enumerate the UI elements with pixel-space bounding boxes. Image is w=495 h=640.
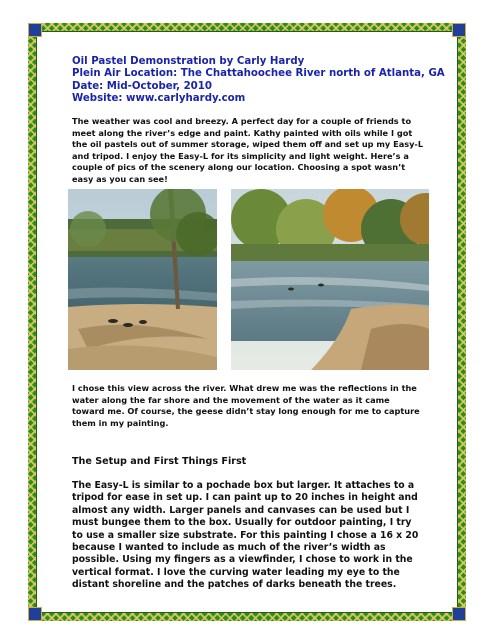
corner-ornament-icon <box>452 23 466 37</box>
article-title: Oil Pastel Demonstration by Carly Hardy <box>72 56 305 67</box>
section-body: The Easy-L is similar to a pochade box but larger. It attaches to a tripod for ease in set up. I can paint up to 20 inches in height and almost any width. Larger panels and canvases can be used but I must bungee them to the box. Usually for outdoor painting, I try to use a smaller size substrate. For this painting I chose a 16 x 20 because I wanted to include as much of the river’s width as possible. Using my fingers as a viewfinder, I chose to work in the vertical format. I love the curving water leading my eye to the distant shoreline and the patches of darks beneath the trees. <box>72 480 419 591</box>
intro-paragraph: The weather was cool and breezy. A perfect day for a couple of friends to meet along the river’s edge and paint. Kathy painted with oils while I got the oil pastels out of summer storage, wiped them off and set up my Easy-L and tripod. I enjoy the Easy-L for its simplicity and light weight. Here’s a couple of pics of the scenery along our location. Choosing a spot wasn’t easy as you can see! <box>72 116 424 184</box>
section-title: The Setup and First Things First <box>72 456 247 467</box>
corner-ornament-icon <box>28 23 42 37</box>
photo-caption: I chose this view across the river. What drew me was the reflections in the water along the far shore and the movement of the water as it came toward me. Of course, the geese didn’t stay long enough for me to capture them in my painting. <box>72 383 420 428</box>
corner-ornament-icon <box>452 607 466 621</box>
date-line: Date: Mid-October, 2010 <box>72 80 212 92</box>
location-line: Plein Air Location: The Chattahoochee River north of Atlanta, GA <box>72 68 445 80</box>
website-line: Website: www.carlyhardy.com <box>72 93 246 105</box>
river-photo-right <box>231 189 429 370</box>
corner-ornament-icon <box>28 607 42 621</box>
river-photo-left <box>68 189 217 370</box>
article-header <box>72 56 445 106</box>
